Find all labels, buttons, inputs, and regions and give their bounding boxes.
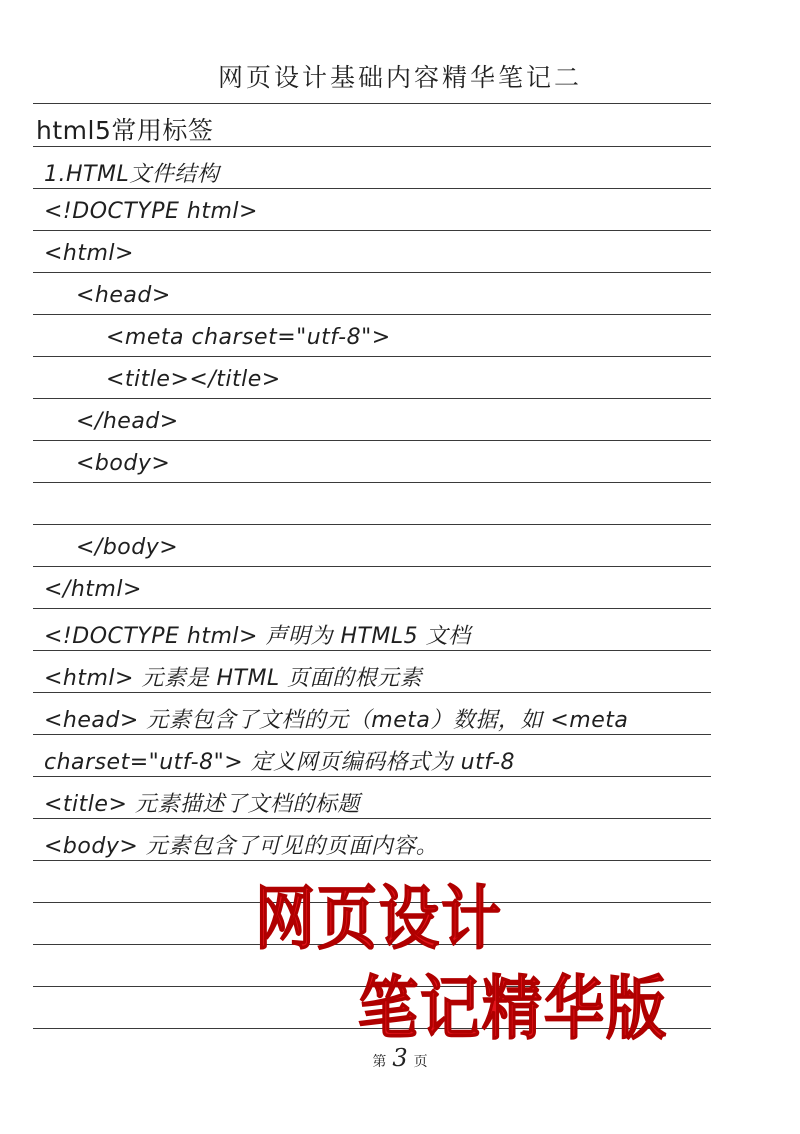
note-line-head-cont: charset="utf-8"> 定义网页编码格式为 utf-8 (44, 750, 516, 775)
code-line-meta: <meta charset="utf-8"> (106, 325, 391, 350)
ruled-line (33, 608, 711, 609)
ruled-line (33, 188, 711, 189)
note-line-title: <title> 元素描述了文档的标题 (44, 792, 360, 817)
page-prefix: 第 (372, 1054, 387, 1070)
code-line-html-close: </html> (44, 577, 142, 602)
ruled-line (33, 776, 711, 777)
ruled-line (33, 314, 711, 315)
code-line-body-close: </body> (76, 535, 179, 560)
subsection-heading: 1.HTML文件结构 (44, 162, 220, 187)
ruled-line (33, 860, 711, 861)
code-line-head-close: </head> (76, 409, 179, 434)
ruled-line (33, 524, 711, 525)
note-line-doctype: <!DOCTYPE html> 声明为 HTML5 文档 (44, 624, 471, 649)
page-number: 3 (392, 1044, 408, 1072)
ruled-line (33, 734, 711, 735)
page-title: 网页设计基础内容精华笔记二 (217, 63, 582, 92)
section-heading: html5常用标签 (36, 116, 214, 145)
ruled-line (33, 692, 711, 693)
code-line-html-open: <html> (44, 241, 134, 266)
ruled-line (33, 482, 711, 483)
stamp-title-line1: 网页设计 (255, 878, 503, 960)
ruled-line (33, 566, 711, 567)
ruled-line (33, 440, 711, 441)
note-line-html: <html> 元素是 HTML 页面的根元素 (44, 666, 423, 691)
ruled-line (33, 818, 711, 819)
code-line-head-open: <head> (76, 283, 171, 308)
page-footer (0, 1044, 800, 1072)
ruled-line (33, 356, 711, 357)
ruled-line (33, 398, 711, 399)
ruled-line (33, 230, 711, 231)
ruled-line (33, 272, 711, 273)
ruled-line (33, 650, 711, 651)
stamp-title-line2: 笔记精华版 (358, 968, 668, 1050)
note-line-head: <head> 元素包含了文档的元（meta）数据，如 <meta (44, 708, 629, 733)
code-line-body-open: <body> (76, 451, 171, 476)
note-line-body: <body> 元素包含了可见的页面内容。 (44, 834, 439, 859)
page-suffix: 页 (413, 1054, 428, 1070)
code-line-title: <title></title> (106, 367, 281, 392)
ruled-line (33, 103, 711, 104)
code-line-doctype: <!DOCTYPE html> (44, 199, 258, 224)
